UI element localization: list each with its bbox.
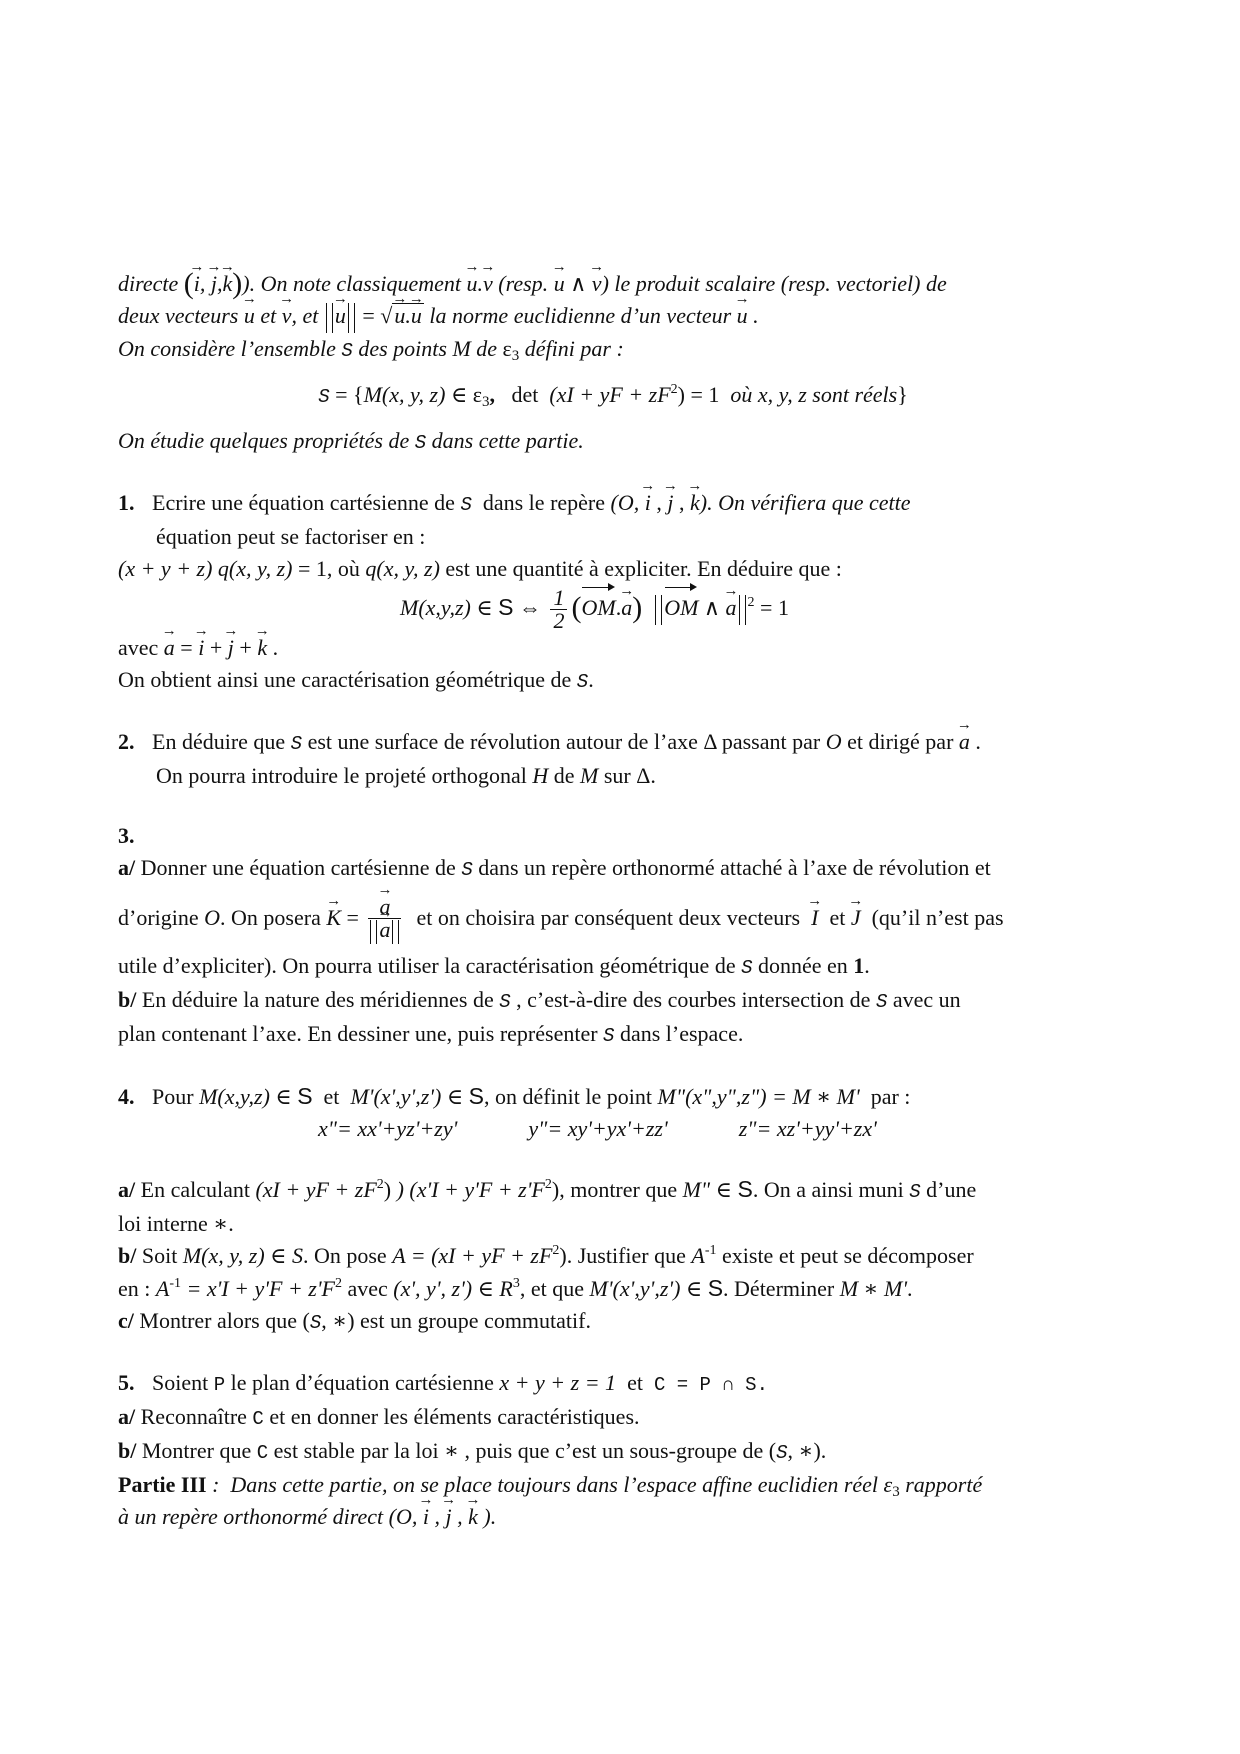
q3-b-line-1: b/ En déduire la nature des méridiennes de S , c’est-à-dire des courbes intersection de S avec un (118, 987, 961, 1014)
q1-avec-line: avec → a = → i + → j + → k . (118, 632, 1128, 664)
question-number: 4. (118, 1084, 135, 1110)
intro-study-line: On étudie quelques propriétés de S dans cette partie. (118, 427, 584, 454)
question-number: 1. (118, 489, 135, 515)
question-number: 5. (118, 1370, 135, 1396)
fraction-one-half: $\frac{1}{2}$ (550, 587, 567, 632)
set-S: S (341, 339, 353, 362)
intro-line-1: directe (→ i, → j,→ k)). On note classiquement → u.→ v (resp. → u ∧ → v) le produit scalaire (resp. vectoriel) de (118, 268, 1128, 300)
intro-line-3: On considère l’ensemble S des points M de $\varepsilon_3$ défini par : (118, 335, 624, 364)
section-title: Partie III (118, 1472, 207, 1498)
question-number: 2. (118, 729, 135, 755)
q2-line-1: 2. En déduire que S est une surface de révolution autour de l’axe Δ passant par O et dirigé par → a . (118, 726, 1128, 760)
q1-equation: M(x,y,z) ∈ S ⇔ $\frac{1}{2}$ (OM.→ a) OM ∧ → a $^2$ = 1 (118, 585, 1128, 632)
q2-line-2: On pourra introduire le projeté orthogonal H de M sur Δ. (156, 763, 656, 789)
q4-b-line-2: en : $A^{-1} = x'I + y'F + z'F^2$ avec (x', y', z') ∈ $R^3$, et que M'(x',y',z') ∈ S. Déterminer M ∗ M'. (118, 1275, 913, 1302)
q3-b-line-2: plan contenant l’axe. En dessiner une, puis représenter S dans l’espace. (118, 1021, 744, 1048)
vector-i: → i (194, 268, 200, 300)
q3-a-line-2: d’origine O. On posera → K = → a → a et on choisira par conséquent deux vecteurs → I et → J (qu’il n’est pas (118, 886, 1128, 950)
partie-3-line-2: à un repère orthonormé direct (O, → i , → j , → k ). (118, 1501, 1128, 1533)
partie-3-line-1: Partie III : Dans cette partie, on se place toujours dans l’espace affine euclidien réel $\varepsilon_3$ rapporté (118, 1472, 983, 1501)
set-definition: S = {M(x, y, z) ∈ $\varepsilon_3$, det (xI + yF + $zF^2) = 1$ où x, y, z sont réels} (318, 381, 908, 410)
q4-c-line: c/ Montrer alors que (S, ∗) est un groupe commutatif. (118, 1308, 591, 1335)
formula-y: y"= xy'+yx'+zz' (528, 1116, 668, 1142)
q5-a-line: a/ Reconnaître C et en donner les éléments caractéristiques. (118, 1404, 640, 1431)
q3-number: 3. (118, 823, 135, 849)
formula-z: z"= xz'+yy'+zx' (738, 1116, 877, 1142)
q1-geo-line: On obtient ainsi une caractérisation géométrique de S. (118, 667, 594, 694)
document-page (118, 268, 1128, 1533)
formula-x: x"= xx'+yz'+zy' (318, 1116, 458, 1142)
vector-k: → k (223, 268, 233, 300)
fraction-a-over-norm: → a → a (368, 896, 401, 944)
q4-a-line-1: a/ En calculant (xI + yF + $zF^2$) ) $(x'I + y'F + z'F^2)$, montrer que M" ∈ S. On a ainsi muni S d’une (118, 1176, 977, 1204)
q1-line-1: 1. Ecrire une équation cartésienne de S dans le repère (O, → i , → j , → k). On vérifiera que cette (118, 487, 1128, 521)
vector-j: → j (211, 268, 217, 300)
q4-formulas (118, 1113, 1128, 1145)
text: directe (118, 271, 179, 296)
q4-a-line-2: loi interne ∗. (118, 1211, 234, 1237)
q4-b-line-1: b/ Soit M(x, y, z) ∈ S. On pose A = (xI + yF + $zF^2$). Justifier que $A^{-1}$ existe et peut se décomposer (118, 1243, 974, 1269)
q1-line-3: (x + y + z) q(x, y, z) = 1, où q(x, y, z) est une quantité à expliciter. En déduire que : (118, 555, 842, 581)
q5-line-1: 5. Soient P le plan d’équation cartésienne x + y + z = 1 et C = P ∩ S. (118, 1367, 1128, 1401)
norm-bar (326, 303, 333, 333)
q1-line-2: équation peut se factoriser en : (156, 523, 426, 549)
q3-a-line-1: a/ Donner une équation cartésienne de S dans un repère orthonormé attaché à l’axe de révolution et (118, 855, 991, 882)
intro-line-2: deux vecteurs → u et → v, et → u = √→ u.→ u la norme euclidienne d’un vecteur → u . (118, 300, 1128, 333)
q3-a-line-3: utile d’expliciter). On pourra utiliser la caractérisation géométrique de S donnée en 1. (118, 953, 870, 980)
q5-b-line: b/ Montrer que C est stable par la loi ∗ , puis que c’est un sous-groupe de (S, ∗). (118, 1438, 827, 1465)
q4-line-1: 4. Pour M(x,y,z) ∈ S et M'(x',y',z') ∈ S, on définit le point M"(x",y",z") = M ∗ M' par : (118, 1080, 1128, 1113)
